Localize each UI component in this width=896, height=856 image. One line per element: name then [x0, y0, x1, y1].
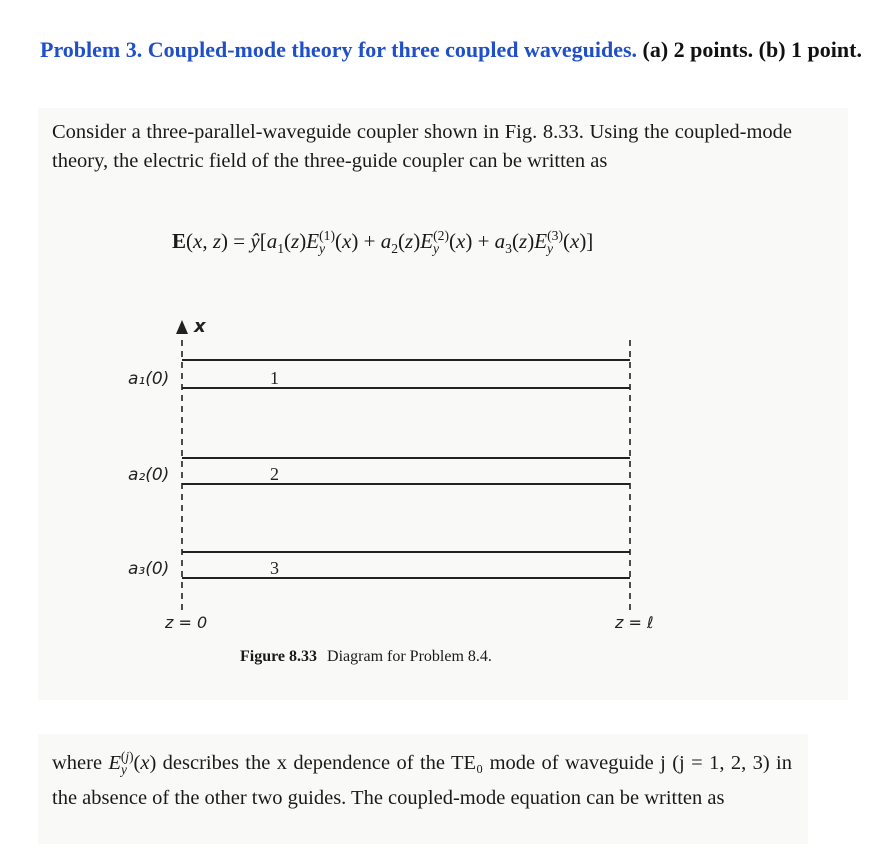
x-axis-arrow-icon — [176, 320, 188, 334]
x-axis-label: x — [194, 316, 206, 337]
intro-paragraph: Consider a three-parallel-waveguide coupler shown in Fig. 8.33. Using the coupled-mode theory, the electric field of the three-guide coupler can be written as — [52, 121, 792, 172]
problem-header — [40, 35, 870, 65]
guide-2-input-label: a₂(0) — [128, 465, 170, 485]
followup-paragraph: where $E_y^{(j)}(x)$ describes the x dependence of the TE₀ mode of waveguide j (j = 1, 2, 3) in the absence of the other two guides. The coupled-mode equation can be written as — [52, 749, 792, 809]
field-equation: E(x, $z) = ŷ[a_1(z)E_y^{(1)}(x) + a_2(z)E_y^{(2)}(x) + a_3(z)E_y^{(3)}(x)]$ — [172, 228, 594, 257]
figure-caption-label: Figure 8.33 — [240, 648, 318, 665]
z-start-label: z = 0 — [165, 613, 208, 632]
followup-text-start: where — [52, 751, 109, 774]
figure-caption-text: Diagram for Problem 8.4. — [327, 648, 492, 665]
waveguide-diagram — [110, 310, 670, 640]
followup-text-end: describes the x dependence of the TE₀ mode of waveguide j (j = 1, 2, 3) in the absence of the other two guides. The coupled-mode equation can be written as — [52, 751, 792, 809]
z-end-label: z = ℓ — [615, 613, 654, 632]
guide-3-number: 3 — [270, 558, 279, 578]
figure-caption — [240, 648, 492, 666]
guide-1-input-label: a₁(0) — [128, 369, 170, 389]
guide-1-number: 1 — [270, 368, 279, 388]
problem-title: Problem 3. Coupled-mode theory for three coupled waveguides. — [40, 37, 638, 62]
guide-2-number: 2 — [270, 464, 279, 484]
problem-points: (a) 2 points. (b) 1 point. — [642, 37, 862, 62]
guide-3-input-label: a₃(0) — [128, 559, 170, 579]
